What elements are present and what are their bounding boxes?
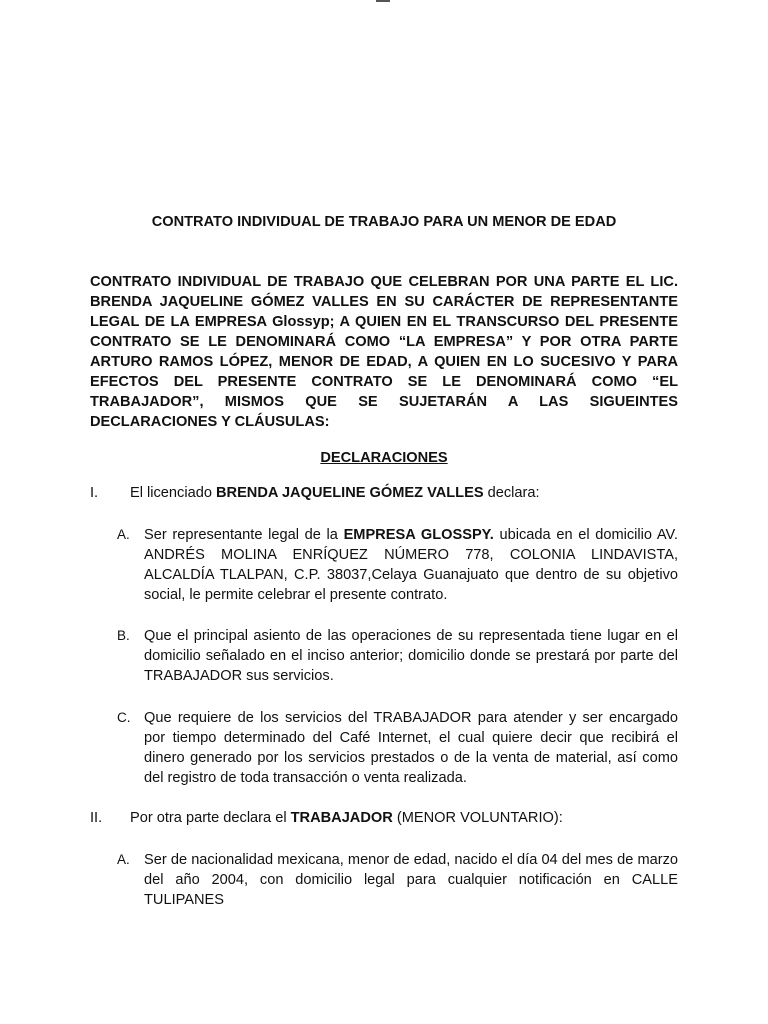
- item-letter: B.: [117, 628, 130, 643]
- intro-paragraph: [90, 272, 678, 432]
- item-letter: A.: [117, 527, 130, 542]
- document-title: CONTRATO INDIVIDUAL DE TRABAJO PARA UN MENOR DE EDAD: [151, 214, 617, 230]
- empresa-alias: “LA EMPRESA”: [398, 334, 514, 350]
- item-a-company: EMPRESA GLOSSPY.: [343, 527, 494, 543]
- item-letter: A.: [117, 852, 130, 867]
- declaration-2-number: II.: [90, 810, 103, 826]
- intro-part-3: , MISMOS QUE SE SUJETARÁN A LAS SIGUEINTES DECLARACIONES Y CLÁUSULAS:: [90, 394, 678, 430]
- page-top-mark: [376, 0, 390, 2]
- intro-part-2: Y POR OTRA PARTE ARTURO RAMOS LÓPEZ, MENOR DE EDAD, A QUIEN EN LO SUCESIVO Y PARA EFECTOS DEL PRESENTE CONTRATO SE LE DENOMINARÁ COMO: [90, 334, 678, 390]
- item-body: Ser de nacionalidad mexicana, menor de edad, nacido el día 04 del mes de marzo del año 2004, con domicilio legal para cualquier notificación en CALLE TULIPANES: [144, 852, 678, 908]
- declaration-2-text: [130, 808, 678, 828]
- trabajador-alias: “EL TRABAJADOR”: [90, 374, 678, 410]
- item-a-pre: Ser representante legal de la: [144, 527, 344, 543]
- declaraciones-heading: DECLARACIONES: [320, 450, 448, 466]
- item-body: Que el principal asiento de las operaciones de su representada tiene lugar en el domicilio señalado en el inciso anterior; domicilio donde se prestará por parte del TRABAJADOR sus servicios.: [144, 628, 678, 684]
- item-letter: C.: [117, 710, 131, 725]
- declaration-1-suffix: declara:: [483, 485, 540, 501]
- item-body: Que requiere de los servicios del TRABAJADOR para atender y ser encargado por tiempo determinado del Café Internet, el cual quiere decir que recibirá el dinero generado por los servicios prestados o de la venta de material, así como del registro de toda transacción o venta realizada.: [144, 710, 678, 786]
- declaration-1-prefix: El licenciado: [130, 485, 216, 501]
- declaration-2-suffix: (MENOR VOLUNTARIO):: [392, 810, 563, 826]
- intro-part-1: CONTRATO INDIVIDUAL DE TRABAJO QUE CELEBRAN POR UNA PARTE EL LIC. BRENDA JAQUELINE GÓMEZ VALLES EN SU CARÁCTER DE REPRESENTANTE LEGAL DE LA EMPRESA Glossyp; A QUIEN EN EL TRANSCURSO DEL PRESENTE CONTRATO SE LE DENOMINARÁ COMO: [90, 274, 678, 350]
- declaration-1-name: BRENDA JAQUELINE GÓMEZ VALLES: [216, 485, 484, 501]
- declaration-1-text: [130, 483, 678, 503]
- item-body: [144, 525, 678, 605]
- declaration-2-name: TRABAJADOR: [290, 810, 393, 826]
- declaration-1-number: I.: [90, 485, 99, 501]
- declaration-2-prefix: Por otra parte declara el: [130, 810, 291, 826]
- item-a-post: ubicada en el domicilio AV. ANDRÉS MOLINA ENRÍQUEZ NÚMERO 778, COLONIA LINDAVISTA, ALCALDÍA TLALPAN, C.P. 38037,Celaya Guanajuato que dentro de su objetivo social, le permite celebrar el presente contrato.: [144, 527, 678, 603]
